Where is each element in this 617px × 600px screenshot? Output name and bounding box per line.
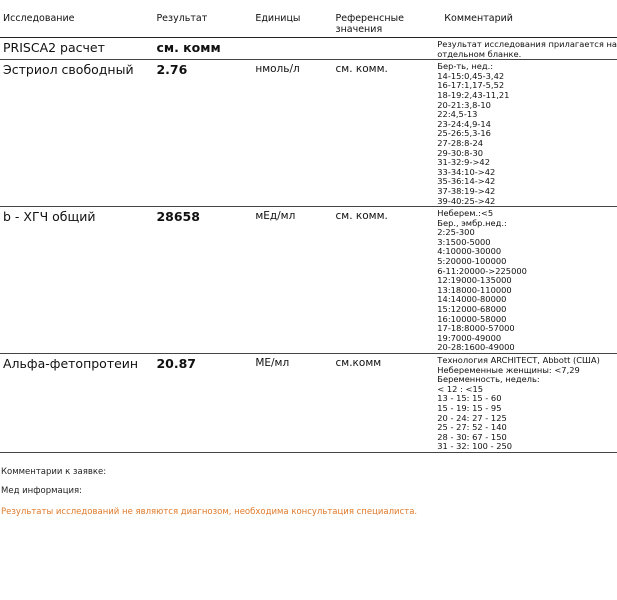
comment-line: 33-34:10->42: [437, 167, 496, 177]
comment-line: 31 - 32: 100 - 250: [437, 442, 513, 452]
result-value: см. комм: [156, 40, 221, 55]
comment-cell: [434, 354, 617, 453]
comment-line: 20-21:3,8-10: [437, 100, 491, 110]
comment-line: Неберем.:<5: [437, 209, 494, 219]
reference-value: [333, 38, 435, 60]
comment-line: 20-28:1600-49000: [437, 343, 515, 353]
comment-line: 29-30:8-30: [437, 148, 484, 158]
comment-cell: [434, 207, 617, 354]
units-value: МЕ/мл: [255, 357, 290, 369]
comment-line: 18-19:2,43-11,21: [437, 90, 510, 100]
table-row: [0, 207, 617, 354]
results-table: [0, 10, 617, 453]
comment-line: Технология ARCHITECT, Abbott (США): [437, 356, 600, 365]
comment-line: Результат исследования прилагается на: [437, 40, 617, 49]
med-info-label: Мед информация:: [1, 486, 82, 496]
header-test: Исследование: [3, 13, 75, 24]
comment-line: 19:7000-49000: [437, 333, 502, 343]
comment-line: 13:18000-110000: [437, 285, 512, 295]
test-name: Эстриол свободный: [3, 62, 134, 78]
comment-line: Беременность, недель:: [437, 375, 540, 385]
units-value: [252, 38, 332, 60]
comment-line: 4:10000-30000: [437, 247, 502, 257]
comment-line: 16-17:1,17-5,52: [437, 81, 505, 91]
disclaimer-text: Результаты исследований не являются диагнозом, необходима консультация специалиста.: [1, 507, 418, 517]
comment-line: 14:14000-80000: [437, 295, 507, 305]
test-name: PRISCA2 расчет: [3, 40, 105, 55]
table-row: [0, 354, 617, 453]
reference-value: см.комм: [335, 357, 382, 369]
comment-line: 16:10000-58000: [437, 314, 507, 324]
comment-line: 27-28:8-24: [437, 138, 484, 148]
comment-cell: [434, 60, 617, 207]
units-value: мЕд/мл: [255, 210, 296, 223]
comment-line: 5:20000-100000: [437, 257, 507, 267]
comment-line: отдельном бланке.: [437, 49, 522, 59]
header-reference: Референсные значения: [335, 13, 404, 35]
comment-line: 23-24:4,9-14: [437, 119, 491, 129]
comment-line: 2:25-300: [437, 228, 475, 238]
comment-line: Бер-ть, нед.:: [437, 62, 494, 72]
header-comment: Комментарий: [444, 13, 513, 24]
comment-line: 13 - 15: 15 - 60: [437, 394, 502, 404]
result-value: 28658: [156, 209, 200, 225]
comment-line: 28 - 30: 67 - 150: [437, 432, 507, 442]
comment-line: 14-15:0,45-3,42: [437, 71, 505, 81]
test-name: Альфа-фетопротеин: [3, 356, 139, 371]
comment-line: 25-26:5,3-16: [437, 129, 491, 139]
comment-line: 35-36:14->42: [437, 177, 496, 187]
comment-line: 17-18:8000-57000: [437, 324, 515, 334]
table-row: [0, 38, 617, 60]
header-result: Результат: [156, 13, 208, 24]
comment-line: 12:19000-135000: [437, 276, 512, 286]
comment-line: 31-32:9->42: [437, 158, 490, 168]
comment-line: 20 - 24: 27 - 125: [437, 413, 507, 423]
comment-line: 22:4,5-13: [437, 110, 478, 120]
comment-line: 15 - 19: 15 - 95: [437, 403, 502, 413]
reference-value: см. комм.: [335, 210, 388, 223]
comment-line: < 12 : <15: [437, 384, 484, 394]
table-row: [0, 60, 617, 207]
comment-line: 37-38:19->42: [437, 186, 496, 196]
comment-line: Бер., эмбр.нед.:: [437, 218, 507, 228]
comment-line: Небеременные женщины: <7,29: [437, 365, 580, 375]
comment-line: 6-11:20000->225000: [437, 266, 527, 276]
comment-line: 39-40:25->42: [437, 196, 496, 206]
comment-cell: [434, 38, 617, 60]
reference-value: см. комм.: [335, 63, 388, 76]
result-value: 20.87: [156, 356, 196, 371]
comment-line: 25 - 27: 52 - 140: [437, 423, 507, 433]
comment-line: 15:12000-68000: [437, 305, 507, 315]
table-header-row: [0, 10, 617, 38]
units-value: нмоль/л: [255, 63, 300, 76]
test-name: b - ХГЧ общий: [3, 209, 96, 225]
header-units: Единицы: [255, 13, 301, 24]
order-comments-label: Комментарии к заявке:: [1, 467, 107, 477]
result-value: 2.76: [156, 62, 188, 78]
comment-line: 3:1500-5000: [437, 237, 491, 247]
